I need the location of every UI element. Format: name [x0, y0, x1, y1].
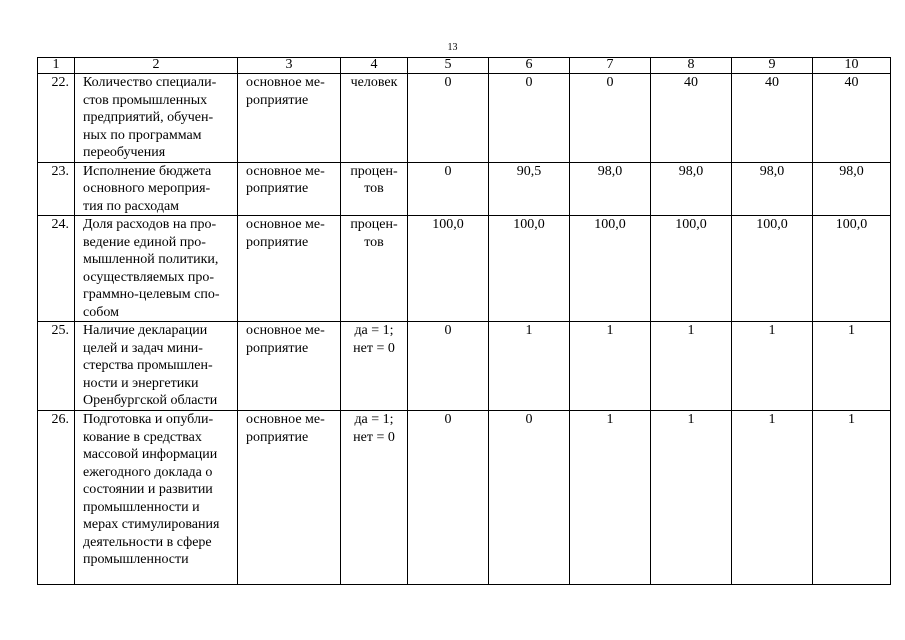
value-cell: 98,0 [732, 162, 813, 216]
value-cell: 40 [813, 74, 891, 163]
value-cell: 1 [813, 322, 891, 411]
column-header: 2 [75, 58, 238, 74]
value-cell: 40 [732, 74, 813, 163]
value-cell: 100,0 [570, 216, 651, 322]
value-cell: 0 [408, 74, 489, 163]
row-number: 26. [38, 411, 75, 585]
indicator-name: Подготовка и опубли- кование в средствах массовой информации ежегодного доклада о состоянии и развитии промышленности и мерах стимулирования деятельности в сфере промышленности [75, 411, 238, 585]
unit-of-measure: человек [341, 74, 408, 163]
value-cell: 0 [489, 411, 570, 585]
value-cell: 98,0 [570, 162, 651, 216]
column-header: 9 [732, 58, 813, 74]
value-cell: 1 [570, 411, 651, 585]
column-header: 7 [570, 58, 651, 74]
indicator-name: Доля расходов на про- ведение единой про- мышленной политики, осуществляемых про- граммно-целевым спо- собом [75, 216, 238, 322]
table-header-row [38, 58, 891, 74]
unit-of-measure: да = 1; нет = 0 [341, 322, 408, 411]
value-cell: 0 [408, 411, 489, 585]
value-cell: 0 [489, 74, 570, 163]
table-row [38, 322, 891, 411]
value-cell: 1 [489, 322, 570, 411]
indicator-name: Наличие декларации целей и задач мини- стерства промышлен- ности и энергетики Оренбургской области [75, 322, 238, 411]
activity-type: основное ме- роприятие [238, 411, 341, 585]
activity-type: основное ме- роприятие [238, 216, 341, 322]
value-cell: 1 [732, 411, 813, 585]
row-number: 22. [38, 74, 75, 163]
indicator-name: Исполнение бюджета основного мероприя- тия по расходам [75, 162, 238, 216]
row-number: 25. [38, 322, 75, 411]
column-header: 5 [408, 58, 489, 74]
value-cell: 1 [813, 411, 891, 585]
value-cell: 90,5 [489, 162, 570, 216]
activity-type: основное ме- роприятие [238, 74, 341, 163]
value-cell: 100,0 [732, 216, 813, 322]
indicators-table [37, 57, 891, 585]
unit-of-measure: процен- тов [341, 216, 408, 322]
column-header: 3 [238, 58, 341, 74]
table-row [38, 74, 891, 163]
row-number: 24. [38, 216, 75, 322]
value-cell: 98,0 [813, 162, 891, 216]
activity-type: основное ме- роприятие [238, 322, 341, 411]
column-header: 8 [651, 58, 732, 74]
column-header: 10 [813, 58, 891, 74]
value-cell: 1 [570, 322, 651, 411]
value-cell: 1 [732, 322, 813, 411]
table-row [38, 162, 891, 216]
value-cell: 100,0 [489, 216, 570, 322]
unit-of-measure: да = 1; нет = 0 [341, 411, 408, 585]
table-row [38, 216, 891, 322]
value-cell: 0 [408, 162, 489, 216]
activity-type: основное ме- роприятие [238, 162, 341, 216]
value-cell: 98,0 [651, 162, 732, 216]
column-header: 1 [38, 58, 75, 74]
value-cell: 1 [651, 322, 732, 411]
table-row [38, 411, 891, 585]
unit-of-measure: процен- тов [341, 162, 408, 216]
value-cell: 0 [570, 74, 651, 163]
value-cell: 0 [408, 322, 489, 411]
page-number: 13 [447, 42, 458, 53]
indicator-name: Количество специали- стов промышленных предприятий, обучен- ных по программам переобучения [75, 74, 238, 163]
column-header: 4 [341, 58, 408, 74]
value-cell: 40 [651, 74, 732, 163]
row-number: 23. [38, 162, 75, 216]
value-cell: 100,0 [651, 216, 732, 322]
column-header: 6 [489, 58, 570, 74]
value-cell: 100,0 [408, 216, 489, 322]
value-cell: 1 [651, 411, 732, 585]
value-cell: 100,0 [813, 216, 891, 322]
